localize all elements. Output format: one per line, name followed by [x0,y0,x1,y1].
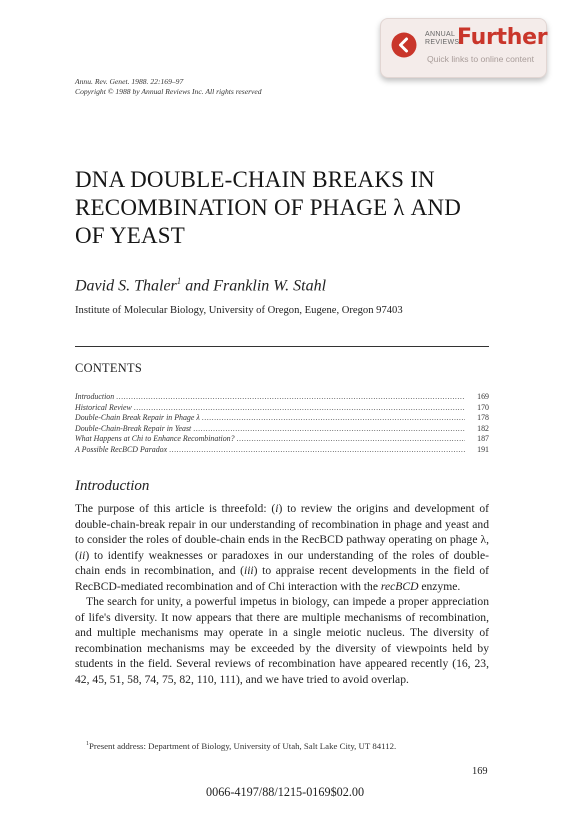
footnote-text: Present address: Department of Biology, University of Utah, Salt Lake City, UT 84112. [89,741,397,751]
p1-text-d: ) to appraise recent developments in the field of RecBCD-mediated recombination and of Chi interaction with the [75,564,489,593]
toc-entry[interactable] [75,424,489,435]
copyright-line: Copyright © 1988 by Annual Reviews Inc. All rights reserved [75,87,262,96]
toc-entry-page: 170 [477,402,489,412]
toc-entry-page: 178 [477,413,489,422]
introduction-heading: Introduction [75,478,150,494]
toc-entry-label: Historical Review [75,402,132,412]
toc-entry-page: 187 [477,434,489,443]
toc-entry-label: Double-Chain Break Repair in Phage λ [75,413,200,422]
badge-annual-label: ANNUAL [425,31,456,38]
toc-entry[interactable] [75,413,489,424]
badge-annual-reviews [425,31,459,46]
introduction-body [75,501,489,687]
p1-text-e: enzyme. [418,579,461,593]
footnote [86,741,396,751]
toc-entry-page: 169 [477,392,489,401]
further-badge[interactable] [380,18,547,78]
p1-recbcd: recBCD [380,579,419,593]
title-line-1: DNA DOUBLE-CHAIN BREAKS IN [75,167,435,192]
toc-leader-dots [237,434,465,443]
contents-heading: CONTENTS [75,361,143,375]
section-divider [75,346,489,347]
p1-text-a: The purpose of this article is threefold: ( [75,502,276,515]
toc-entry[interactable] [75,445,489,456]
title-line-3: OF YEAST [75,223,186,248]
toc-leader-dots [116,392,465,401]
toc-leader-dots [134,403,465,412]
toc-entry-page: 191 [477,444,489,454]
page-number: 169 [472,766,488,777]
author-2: Franklin W. Stahl [213,277,327,295]
toc-entry-label: Introduction [75,392,115,401]
badge-further-label: Further [457,25,548,50]
paragraph-2: The search for unity, a powerful impetus in biology, can impede a proper appreciation of life's diversity. It now appears that there are multiple mechanisms of recombination, and multiple mechanisms may operate in a single meiotic nucleus. The diversity of recombination mechanisms may be exceeded by the diversity of viewpoints held by students in the field. Several reviews of recombination have appeared recently (16, 23, 42, 45, 51, 58, 74, 75, 82, 110, 111), and we have tried to avoid overlap. [75,595,489,686]
p1-roman-ii: ii [78,548,86,562]
toc-entry[interactable] [75,392,489,403]
toc-entry[interactable] [75,403,489,414]
toc-leader-dots [202,413,465,422]
p1-roman-iii: iii [243,564,254,577]
p1-roman-i: i [275,502,279,515]
badge-reviews-label: REVIEWS [425,38,460,46]
p1-text-c: ) to identify weaknesses or paradoxes in our understanding of the roles of double-chain ends in recombination, and ( [75,548,489,577]
toc-entry-label: Double-Chain-Break Repair in Yeast [75,423,192,433]
journal-citation [75,77,262,97]
toc-entry[interactable] [75,434,489,445]
title-line-2: RECOMBINATION OF PHAGE λ AND [75,195,462,220]
badge-subtitle: Quick links to online content [427,54,535,64]
toc-entry-label: A Possible RecBCD Paradox [75,444,168,454]
footnote-mark: 1 [86,741,89,748]
author-list [75,276,326,295]
author-1-footnote-mark: 1 [176,276,182,286]
table-of-contents [75,392,489,455]
play-arrow-icon [391,32,417,58]
author-conjunction: and [181,277,214,295]
article-title [75,166,515,250]
toc-entry-page: 182 [477,423,489,433]
toc-leader-dots [193,424,465,433]
paragraph-1 [75,501,489,594]
toc-entry-label: What Happens at Chi to Enhance Recombination? [75,434,235,443]
p1-text-b: ) to review the origins and development of double-chain-break repair in our understanding of recombination in phage and yeast and to consider the roles of double-chain ends in the RecBCD pathway operating on phage λ, ( [75,502,489,562]
citation-line: Annu. Rev. Genet. 1988. 22:169–97 [75,77,184,86]
affiliation: Institute of Molecular Biology, University of Oregon, Eugene, Oregon 97403 [75,305,403,316]
article-code: 0066-4197/88/1215-0169$02.00 [206,785,365,799]
toc-leader-dots [169,445,465,454]
author-1: David S. Thaler [75,277,177,295]
